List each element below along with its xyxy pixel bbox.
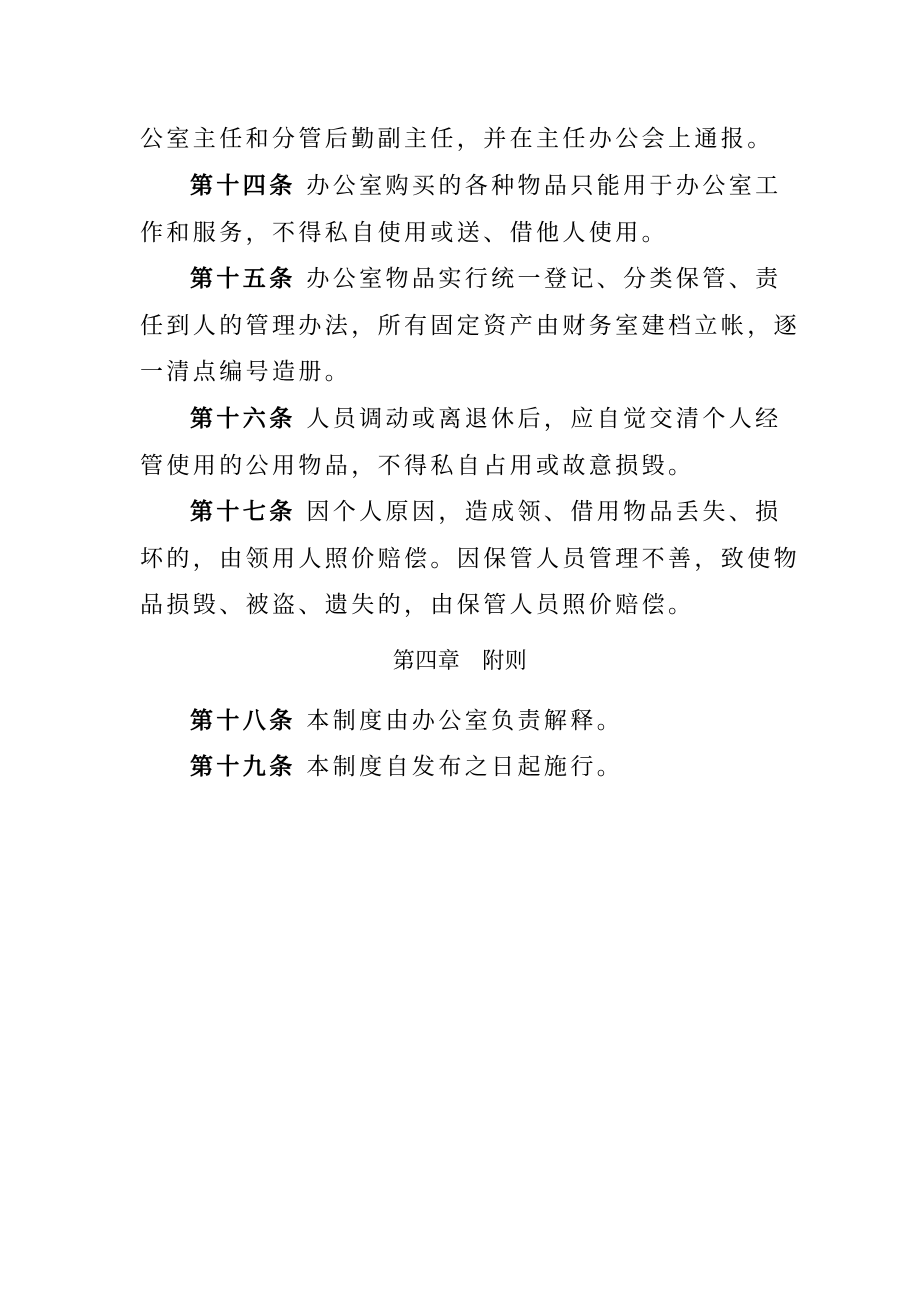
article-text: 办公室购买的各种物品只能用于办公室工作和服务，不得私自使用或送、借他人使用。 <box>140 173 782 246</box>
continuation-text: 公室主任和分管后勤副主任，并在主任办公会上通报。 <box>140 126 774 152</box>
article-17 <box>140 489 800 629</box>
article-number: 第十九条 <box>190 754 296 780</box>
chapter-title: 附则 <box>482 649 528 674</box>
article-number: 第十八条 <box>190 708 296 734</box>
chapter-number: 第四章 <box>392 649 461 674</box>
article-text: 人员调动或离退休后，应自觉交清个人经管使用的公用物品，不得私自占用或故意损毁。 <box>140 406 782 479</box>
article-19 <box>140 744 800 791</box>
article-14 <box>140 163 800 256</box>
article-number: 第十四条 <box>190 173 296 199</box>
article-text: 本制度自发布之日起施行。 <box>306 754 624 780</box>
article-text: 办公室物品实行统一登记、分类保管、责任到人的管理办法，所有固定资产由财务室建档立帐，逐一清点编号造册。 <box>140 266 800 385</box>
article-number: 第十五条 <box>190 266 296 292</box>
article-16 <box>140 396 800 489</box>
article-text: 因个人原因，造成领、借用物品丢失、损坏的，由领用人照价赔偿。因保管人员管理不善，致使物品损毁、被盗、遗失的，由保管人员照价赔偿。 <box>140 499 800 618</box>
chapter-heading <box>0 644 920 680</box>
continuation-paragraph <box>140 116 800 163</box>
article-number: 第十六条 <box>190 406 296 432</box>
article-text: 本制度由办公室负责解释。 <box>306 708 624 734</box>
article-number: 第十七条 <box>190 499 296 525</box>
article-15 <box>140 256 800 396</box>
article-18 <box>140 698 800 745</box>
